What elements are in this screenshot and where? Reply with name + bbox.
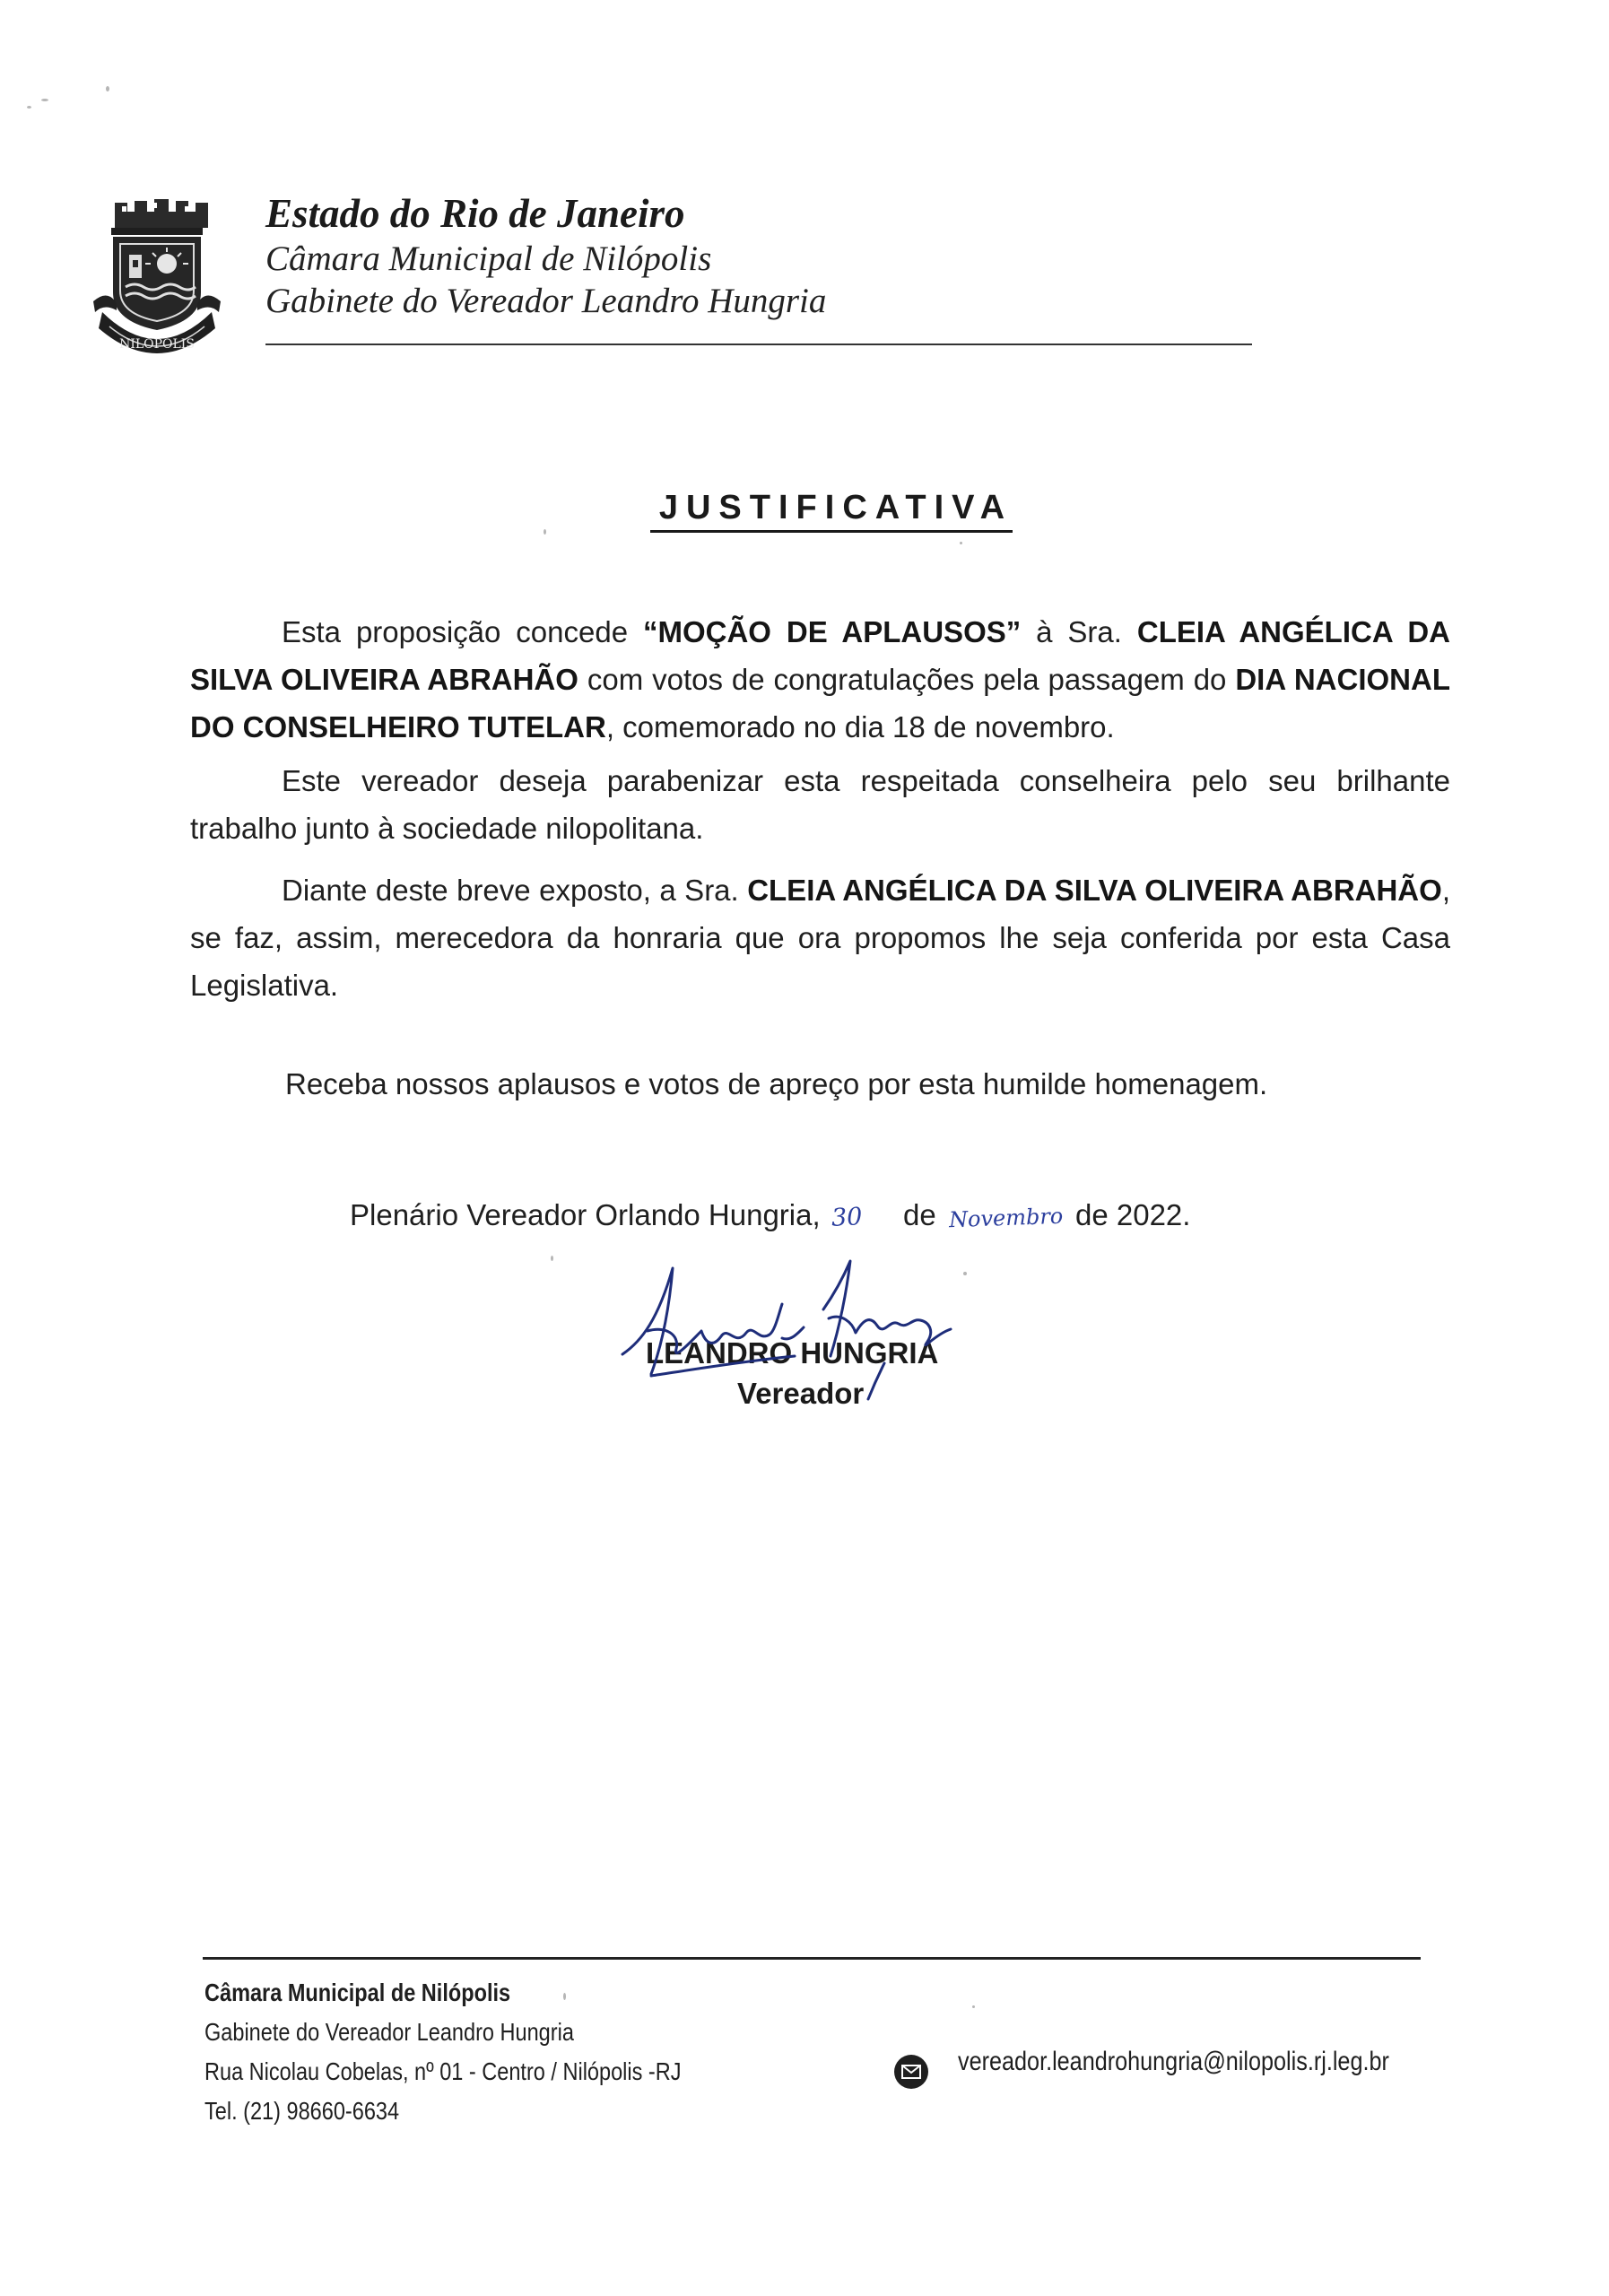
p1-text-4: , comemorado no dia 18 de novembro. bbox=[605, 710, 1115, 744]
scan-speck bbox=[960, 542, 962, 544]
signatory-name: LEANDRO HUNGRIA bbox=[646, 1336, 939, 1370]
p1-day-name: DIA NACIONAL DO CONSELHEIRO TUTELAR bbox=[190, 663, 1450, 744]
document-title: JUSTIFICATIVA bbox=[650, 489, 1013, 533]
p1-text-3: com votos de congratulações pela passagem do bbox=[578, 663, 1236, 696]
place-de-2: de 2022. bbox=[1075, 1198, 1191, 1231]
scan-speck bbox=[563, 1993, 566, 2000]
footer-divider bbox=[203, 1957, 1421, 1960]
p3-honoree-name: CLEIA ANGÉLICA DA SILVA OLIVEIRA ABRAHÃO bbox=[747, 874, 1442, 907]
footer-email[interactable]: vereador.leandrohungria@nilopolis.rj.leg.br bbox=[958, 2047, 1389, 2076]
header-chamber: Câmara Municipal de Nilópolis bbox=[265, 239, 712, 278]
envelope-icon bbox=[893, 2054, 929, 2090]
document-title-wrap bbox=[0, 489, 1609, 527]
footer-phone: Tel. (21) 98660-6634 bbox=[204, 2097, 400, 2125]
scan-speck bbox=[27, 106, 31, 109]
p2-text: Este vereador deseja parabenizar esta respeitada conselheira pelo seu brilhante trabalho junto à sociedade nilopolitana. bbox=[190, 764, 1450, 845]
footer-org: Câmara Municipal de Nilópolis bbox=[204, 1979, 511, 2006]
footer-address: Rua Nicolau Cobelas, nº 01 - Centro / Nilópolis -RJ bbox=[204, 2057, 682, 2085]
p3-text-1: Diante deste breve exposto, a Sra. bbox=[282, 874, 748, 907]
handwritten-signature-icon bbox=[615, 1256, 992, 1408]
handwritten-day: 30 bbox=[830, 1203, 863, 1232]
p1-text-1: Esta proposição concede bbox=[282, 615, 643, 648]
place-de-1: de bbox=[903, 1198, 936, 1231]
place-prefix: Plenário Vereador Orlando Hungria, bbox=[350, 1198, 821, 1231]
header-state: Estado do Rio de Janeiro bbox=[265, 191, 685, 236]
p3-text-2: , se faz, assim, merecedora da honraria que ora propomos lhe seja conferida por esta Casa Legislativa. bbox=[190, 874, 1450, 1002]
p1-honoree-name: CLEIA ANGÉLICA DA SILVA OLIVEIRA ABRAHÃO bbox=[190, 615, 1450, 696]
scan-speck bbox=[544, 529, 546, 535]
crest-motto: NILOPOLIS bbox=[119, 337, 195, 352]
paragraph-3 bbox=[190, 866, 1450, 1009]
p1-motion-name: “MOÇÃO DE APLAUSOS” bbox=[642, 615, 1022, 648]
p1-text-2: à Sra. bbox=[1021, 615, 1137, 648]
paragraph-2 bbox=[190, 757, 1450, 852]
place-date-line bbox=[350, 1198, 1190, 1232]
scan-speck bbox=[551, 1256, 553, 1261]
scan-speck bbox=[41, 99, 48, 101]
municipal-crest-icon bbox=[90, 196, 224, 359]
scan-speck bbox=[106, 86, 109, 91]
handwritten-month: Novembro bbox=[948, 1203, 1064, 1233]
footer-office: Gabinete do Vereador Leandro Hungria bbox=[204, 2018, 574, 2046]
paragraph-1 bbox=[190, 608, 1450, 751]
header-divider bbox=[265, 344, 1252, 345]
signatory-role: Vereador bbox=[737, 1377, 865, 1410]
paragraph-4: Receba nossos aplausos e votos de apreço por esta humilde homenagem. bbox=[285, 1067, 1268, 1100]
scan-speck bbox=[972, 2005, 975, 2008]
header-office: Gabinete do Vereador Leandro Hungria bbox=[265, 282, 827, 320]
